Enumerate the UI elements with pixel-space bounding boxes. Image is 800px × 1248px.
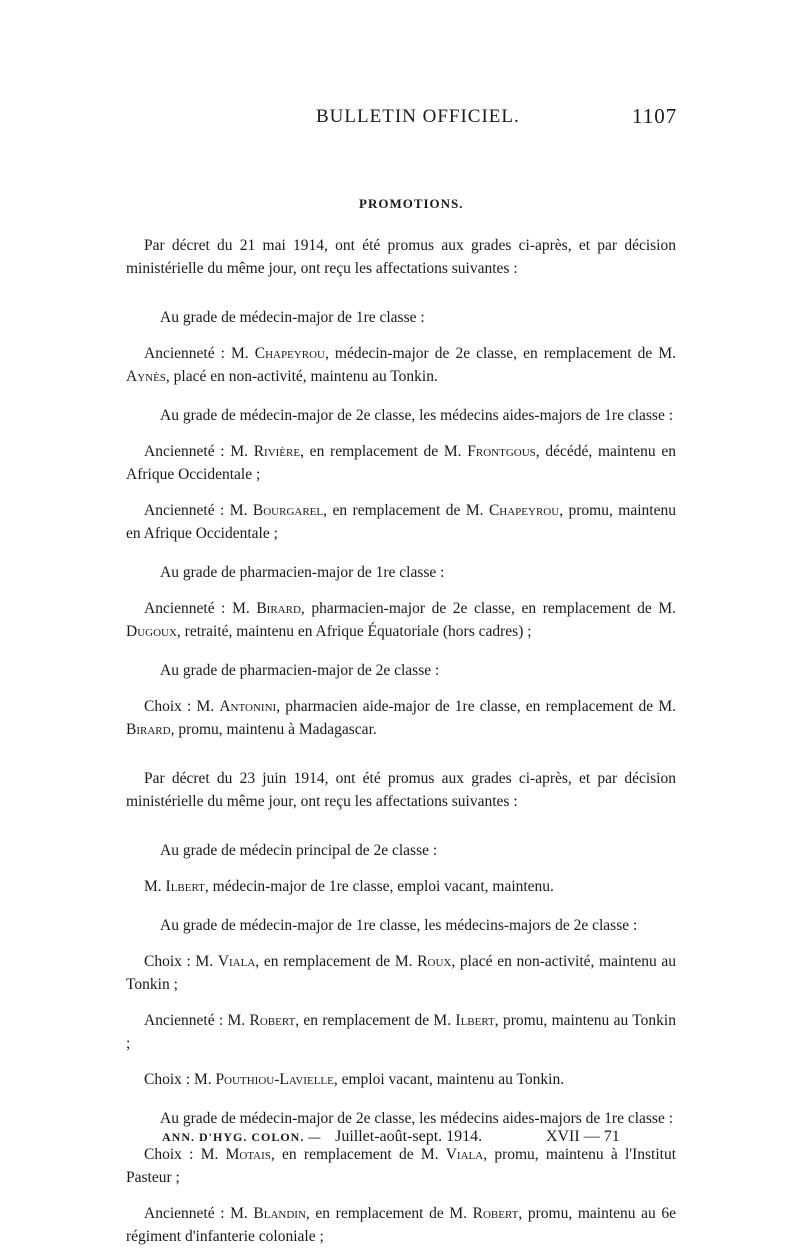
decree1-grade3-heading: Au grade de pharmacien-major de 1re classe : [160, 564, 445, 581]
footer-journal: ANN. D'HYG. COLON. — [162, 1130, 322, 1144]
decree2-grade2-entry3: Choix : M. Pouthiou-Lavielle, emploi vacant, maintenu au Tonkin. [144, 1071, 565, 1088]
decree1-grade2-entry2: Ancienneté : M. Bourgarel, en remplacement de M. Chapeyrou, promu, maintenu en Afrique Occidentale ; [126, 502, 676, 542]
page-number: 1107 [632, 104, 678, 128]
decree1-grade1-heading: Au grade de médecin-major de 1re classe : [160, 309, 425, 326]
decree2-grade2-heading: Au grade de médecin-major de 1re classe, les médecins-majors de 2e classe : [160, 917, 638, 934]
decree2-grade1-entry1: M. Ilbert, médecin-major de 1re classe, emploi vacant, maintenu. [144, 878, 554, 895]
decree2-intro: Par décret du 23 juin 1914, ont été promus aux grades ci-après, et par décision ministérielle du même jour, ont reçu les affectations suivantes : [126, 770, 676, 810]
footer-date: Juillet-août-sept. 1914. [335, 1128, 483, 1145]
document-body [126, 234, 676, 1248]
footer-sheet-signature: XVII — 71 [545, 1128, 620, 1145]
decree2-grade3-entry2: Ancienneté : M. Blandin, en remplacement de M. Robert, promu, maintenu au 6e régiment d'infanterie coloniale ; [126, 1205, 677, 1245]
decree1-intro: Par décret du 21 mai 1914, ont été promus aux grades ci-après, et par décision ministérielle du même jour, ont reçu les affectations suivantes : [126, 237, 676, 277]
decree1-grade2-heading: Au grade de médecin-major de 2e classe, les médecins aides-majors de 1re classe : [160, 407, 674, 424]
page-footer [162, 1128, 620, 1146]
decree1-grade4-heading: Au grade de pharmacien-major de 2e classe : [160, 662, 440, 679]
running-title: BULLETIN OFFICIEL. [316, 106, 520, 127]
decree2-grade2-entry2: Ancienneté : M. Robert, en remplacement de M. Ilbert, promu, maintenu au Tonkin ; [126, 1012, 676, 1052]
decree1-grade2-entry1: Ancienneté : M. Rivière, en remplacement de M. Frontgous, décédé, maintenu en Afrique Occidentale ; [126, 443, 677, 483]
decree2-grade2-entry1: Choix : M. Viala, en remplacement de M. Roux, placé en non-activité, maintenu au Tonkin ; [126, 953, 677, 993]
decree2-grade3-heading: Au grade de médecin-major de 2e classe, les médecins aides-majors de 1re classe : [160, 1110, 674, 1127]
decree2-grade3-entry1: Choix : M. Motais, en remplacement de M. Viala, promu, maintenu à l'Institut Pasteur ; [126, 1146, 676, 1186]
decree2-grade1-heading: Au grade de médecin principal de 2e classe : [160, 842, 438, 859]
decree1-grade1-entry1: Ancienneté : M. Chapeyrou, médecin-major de 2e classe, en remplacement de M. Aynès, placé en non-activité, maintenu au Tonkin. [126, 345, 676, 385]
decree1-grade3-entry1: Ancienneté : M. Birard, pharmacien-major de 2e classe, en remplacement de M. Dugoux, retraité, maintenu en Afrique Équatoriale (hors cadres) ; [126, 600, 676, 640]
decree1-grade4-entry1: Choix : M. Antonini, pharmacien aide-major de 1re classe, en remplacement de M. Birard, promu, maintenu à Madagascar. [126, 698, 676, 738]
section-title: PROMOTIONS. [359, 196, 464, 211]
